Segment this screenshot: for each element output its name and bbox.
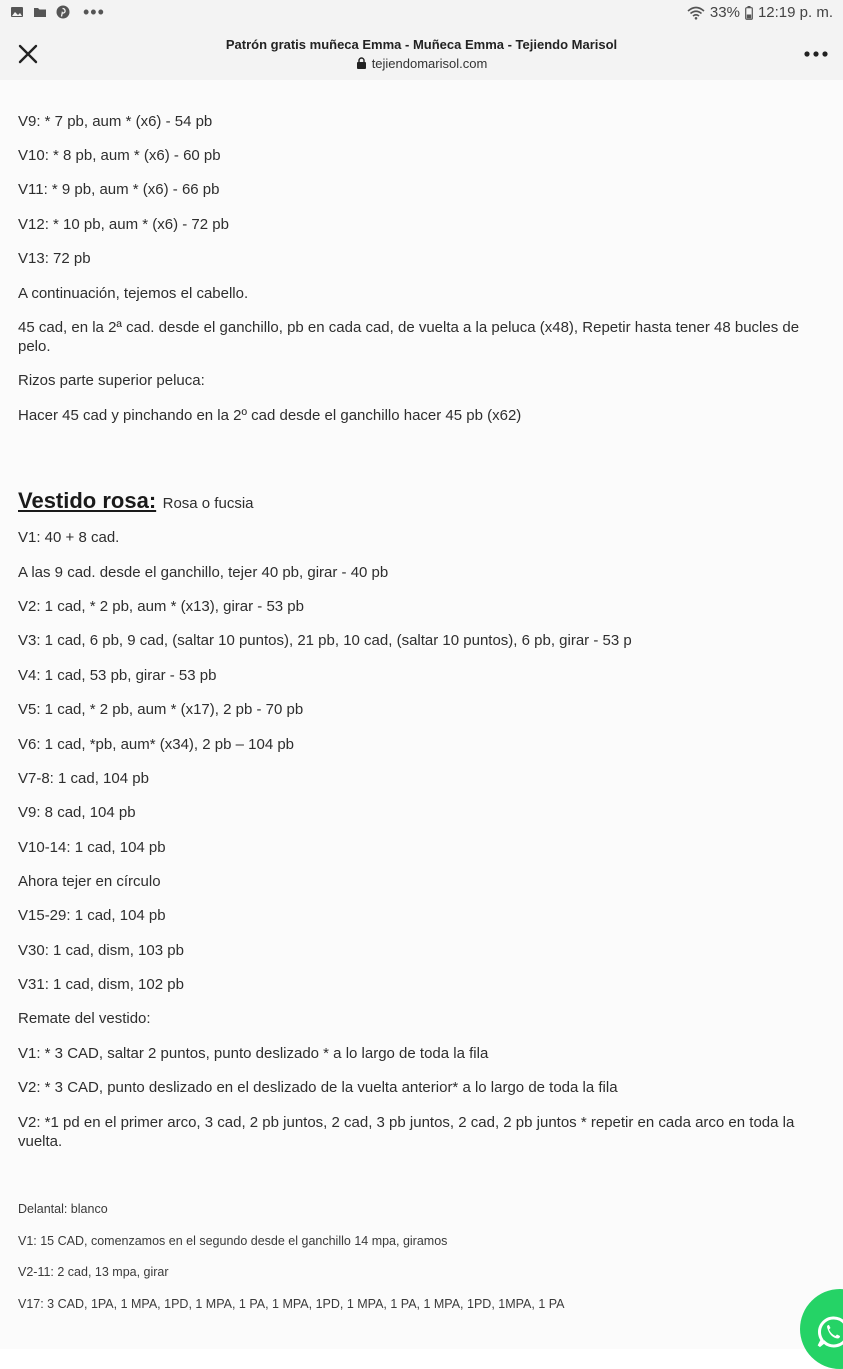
whatsapp-icon: [816, 1315, 843, 1349]
pattern-line: V3: 1 cad, 6 pb, 9 cad, (saltar 10 puntos), 21 pb, 10 cad, (saltar 10 puntos), 6 pb, girar - 53 p: [18, 632, 632, 649]
pattern-line: Rizos parte superior peluca:: [18, 372, 205, 389]
pattern-line: V6: 1 cad, *pb, aum* (x34), 2 pb – 104 pb: [18, 736, 295, 753]
pattern-line: Ahora tejer en círculo: [18, 873, 161, 890]
pattern-line: V2-11: 2 cad, 13 mpa, girar: [18, 1265, 169, 1279]
pattern-line: V15-29: 1 cad, 104 pb: [18, 907, 166, 924]
pattern-line: V2: *1 pd en el primer arco, 3 cad, 2 pb juntos, 2 cad, 3 pb juntos, 2 cad, 2 pb juntos * repetir en cada arco en toda la vuelta.: [18, 1114, 795, 1150]
pattern-line: V17: 3 CAD, 1PA, 1 MPA, 1PD, 1 MPA, 1 PA, 1 MPA, 1PD, 1 MPA, 1 PA, 1 MPA, 1PD, 1MPA, 1 PA: [18, 1297, 565, 1311]
page-content: [0, 80, 843, 1349]
browser-header: [0, 26, 843, 81]
url-bar[interactable]: [0, 56, 843, 71]
pattern-line: Remate del vestido:: [18, 1010, 151, 1027]
url-text: tejiendomarisol.com: [371, 56, 488, 71]
pattern-line: V30: 1 cad, dism, 103 pb: [18, 942, 184, 959]
battery-percent: 33%: [709, 4, 740, 21]
clock: 12:19 p. m.: [757, 4, 833, 21]
pinterest-icon: [56, 5, 70, 19]
pattern-line: 45 cad, en la 2ª cad. desde el ganchillo, pb en cada cad, de vuelta a la peluca (x48), Repetir hasta tener 48 bucles de pelo.: [18, 319, 800, 355]
pattern-line: V10: * 8 pb, aum * (x6) - 60 pb: [18, 147, 221, 164]
more-notifications-icon: •••: [83, 2, 105, 22]
pattern-line: V7-8: 1 cad, 104 pb: [18, 770, 149, 787]
pattern-line: V9: 8 cad, 104 pb: [18, 804, 136, 821]
pattern-line: V2: * 3 CAD, punto deslizado en el deslizado de la vuelta anterior* a lo largo de toda la fila: [18, 1079, 618, 1096]
pattern-line: V2: 1 cad, * 2 pb, aum * (x13), girar - 53 pb: [18, 598, 304, 615]
pattern-line: A continuación, tejemos el cabello.: [18, 285, 249, 302]
pattern-line: V4: 1 cad, 53 pb, girar - 53 pb: [18, 667, 217, 684]
pattern-line: V5: 1 cad, * 2 pb, aum * (x17), 2 pb - 70 pb: [18, 701, 304, 718]
more-options-icon[interactable]: [803, 44, 829, 64]
notification-icons: [10, 2, 105, 22]
pattern-line: V13: 72 pb: [18, 250, 91, 267]
pattern-line: V10-14: 1 cad, 104 pb: [18, 839, 166, 856]
dress-heading: Vestido rosa:: [18, 488, 157, 513]
gallery-icon: [10, 5, 24, 19]
pattern-line: V12: * 10 pb, aum * (x6) - 72 pb: [18, 216, 229, 233]
pattern-line: Delantal: blanco: [18, 1202, 108, 1216]
system-status: [687, 4, 833, 21]
pattern-line: V1: * 3 CAD, saltar 2 puntos, punto deslizado * a lo largo de toda la fila: [18, 1045, 489, 1062]
page-title: Patrón gratis muñeca Emma - Muñeca Emma - Tejiendo Marisol: [225, 37, 618, 52]
battery-icon: [745, 6, 753, 20]
pattern-line: V1: 15 CAD, comenzamos en el segundo desde el ganchillo 14 mpa, giramos: [18, 1234, 448, 1248]
folder-icon: [33, 5, 47, 19]
dress-subheading: Rosa o fucsia: [162, 495, 254, 512]
section-heading: [18, 488, 254, 514]
pattern-line: V1: 40 + 8 cad.: [18, 529, 120, 546]
wifi-icon: [687, 6, 705, 20]
status-bar: [0, 0, 843, 26]
pattern-line: Hacer 45 cad y pinchando en la 2º cad desde el ganchillo hacer 45 pb (x62): [18, 407, 522, 424]
pattern-line: V31: 1 cad, dism, 102 pb: [18, 976, 184, 993]
pattern-line: V11: * 9 pb, aum * (x6) - 66 pb: [18, 181, 220, 198]
lock-icon: [356, 57, 367, 69]
pattern-line: V9: * 7 pb, aum * (x6) - 54 pb: [18, 113, 213, 130]
pattern-line: A las 9 cad. desde el ganchillo, tejer 40 pb, girar - 40 pb: [18, 564, 389, 581]
